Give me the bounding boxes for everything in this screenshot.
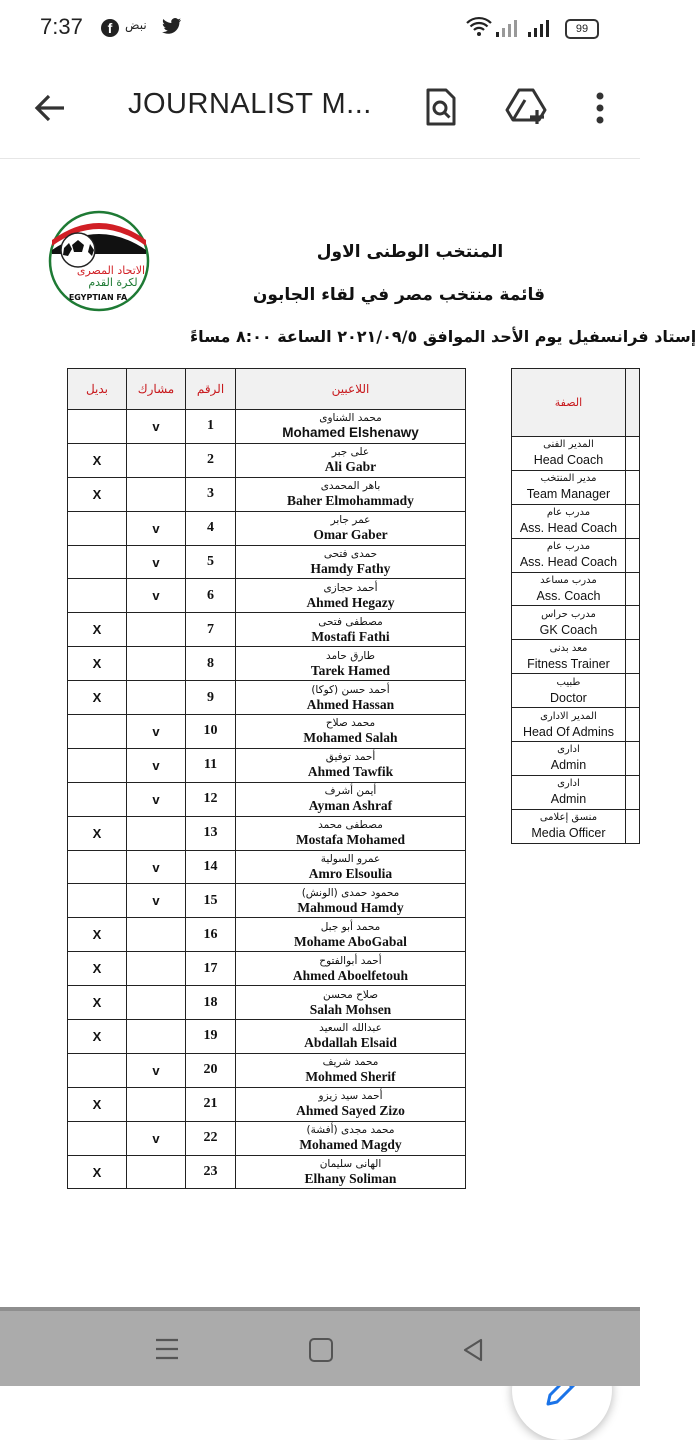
player-name-ar: محمد الشناوى (319, 412, 382, 425)
staff-role-en: Media Officer (531, 826, 606, 841)
player-name-en: Ahmed Hassan (306, 696, 395, 712)
player-name-ar: أحمد حجازى (323, 581, 378, 594)
header-clipped (625, 369, 639, 437)
table-row (68, 1155, 466, 1189)
participant-mark: v (127, 884, 186, 918)
player-name-ar: عمرو السولية (320, 853, 381, 866)
staff-role-ar: المدير الادارى (540, 710, 597, 722)
participant-mark: v (127, 850, 186, 884)
table-row (512, 572, 640, 606)
sub-mark (68, 579, 127, 613)
table-row (68, 918, 466, 952)
player-name-ar: محمد صلاح (325, 717, 376, 730)
table-row (68, 1121, 466, 1155)
player-name-en: Mostafa Mohamed (295, 832, 406, 848)
table-row (68, 545, 466, 579)
table-row (68, 884, 466, 918)
table-row (68, 1087, 466, 1121)
sub-mark: X (68, 477, 127, 511)
staff-role-ar: مدرب حراس (541, 608, 596, 620)
player-name-cell (236, 1087, 466, 1121)
player-number: 5 (186, 545, 236, 579)
table-row (68, 477, 466, 511)
table-row (68, 613, 466, 647)
table-row (68, 816, 466, 850)
more-options-icon[interactable] (590, 88, 610, 128)
participant-mark (127, 613, 186, 647)
player-number: 7 (186, 613, 236, 647)
player-name-cell (236, 1155, 466, 1189)
heading-venue: إستاد فرانسفيل يوم الأحد الموافق ٢٠٢١/٠٩/٥ الساعة ٨:٠٠ مساءً (190, 327, 696, 346)
player-name-cell (236, 579, 466, 613)
player-name-ar: مصطفى محمد (318, 819, 383, 832)
player-name-en: Ali Gabr (324, 459, 377, 475)
staff-role-en: Ass. Head Coach (519, 521, 618, 536)
staff-role-en: Head Of Admins (522, 724, 614, 739)
table-row (68, 748, 466, 782)
heading-team: المنتخب الوطنى الاول (316, 242, 504, 262)
player-name-ar: عمر جابر (330, 514, 371, 527)
staff-role-cell (512, 504, 626, 538)
sub-mark (68, 850, 127, 884)
staff-clipped-cell (625, 640, 639, 674)
staff-role-ar: مدير المنتخب (540, 473, 597, 485)
participant-mark: v (127, 715, 186, 749)
player-name-ar: مصطفى فتحى (318, 615, 383, 628)
logo-english: EGYPTIAN FA (68, 293, 128, 302)
staff-role-cell (512, 809, 626, 843)
player-name-ar: صلاح محسن (322, 988, 379, 1001)
player-name-cell (236, 1020, 466, 1054)
staff-role-ar: مدرب عام (546, 507, 591, 519)
player-name-ar: الهانى سليمان (319, 1158, 382, 1171)
header-sub: بديل (68, 369, 127, 410)
player-name-ar: على جبر (331, 446, 370, 459)
player-name-cell (236, 410, 466, 444)
player-number: 17 (186, 952, 236, 986)
staff-clipped-cell (625, 742, 639, 776)
header-role: الصفة (512, 369, 626, 437)
player-name-ar: أحمد أبوالفتوح (319, 954, 382, 967)
status-time: 7:37 (40, 14, 83, 39)
player-number: 8 (186, 647, 236, 681)
table-row (68, 715, 466, 749)
player-name-en: Ahmed Aboelfetouh (292, 967, 409, 983)
player-name-ar: عبدالله السعيد (319, 1022, 382, 1035)
participant-mark: v (127, 410, 186, 444)
table-row (512, 742, 640, 776)
player-number: 1 (186, 410, 236, 444)
sub-mark: X (68, 647, 127, 681)
sub-mark: X (68, 952, 127, 986)
table-row (68, 410, 466, 444)
staff-role-cell (512, 538, 626, 572)
staff-role-cell (512, 708, 626, 742)
back-arrow-icon[interactable] (30, 88, 70, 128)
player-name-cell (236, 715, 466, 749)
sub-mark (68, 410, 127, 444)
player-name-ar: باهر المحمدى (320, 480, 381, 493)
player-number: 12 (186, 782, 236, 816)
player-name-en: Mohamed Salah (303, 730, 398, 746)
logo-arabic-line1: الاتحاد المصرى (76, 264, 146, 277)
player-number: 11 (186, 748, 236, 782)
player-name-cell (236, 613, 466, 647)
staff-clipped-cell (625, 708, 639, 742)
staff-clipped-cell (625, 606, 639, 640)
player-name-en: Ayman Ashraf (308, 798, 393, 814)
player-number: 6 (186, 579, 236, 613)
participant-mark: v (127, 579, 186, 613)
player-name-ar: طارق حامد (326, 649, 375, 662)
staff-role-ar: مدرب عام (546, 541, 591, 553)
player-name-cell (236, 986, 466, 1020)
header-participant: مشارك (127, 369, 186, 410)
twitter-icon (162, 17, 182, 35)
player-number: 4 (186, 511, 236, 545)
player-name-en: Ahmed Sayed Zizo (296, 1103, 405, 1119)
participant-mark (127, 681, 186, 715)
player-number: 19 (186, 1020, 236, 1054)
player-name-cell (236, 477, 466, 511)
find-in-document-icon[interactable] (424, 86, 458, 128)
table-row (68, 1020, 466, 1054)
staff-role-en: Head Coach (533, 453, 604, 468)
sub-mark (68, 748, 127, 782)
nav-back-icon[interactable] (462, 1338, 484, 1362)
player-number: 10 (186, 715, 236, 749)
staff-role-en: Fitness Trainer (527, 656, 610, 671)
table-row (512, 470, 640, 504)
participant-mark: v (127, 511, 186, 545)
table-row (68, 1053, 466, 1087)
sub-mark (68, 782, 127, 816)
staff-role-en: GK Coach (539, 622, 598, 637)
player-name-cell (236, 681, 466, 715)
table-row (68, 782, 466, 816)
participant-mark: v (127, 1121, 186, 1155)
player-name-en: Tarek Hamed (310, 662, 391, 678)
staff-role-cell (512, 437, 626, 471)
player-name-ar: أحمد حسن (كوكا) (311, 683, 390, 696)
player-name-ar: محمد أبو جبل (320, 920, 381, 933)
participant-mark (127, 952, 186, 986)
staff-clipped-cell (625, 538, 639, 572)
players-header-row (68, 369, 466, 410)
player-name-cell (236, 816, 466, 850)
player-name-ar: محمود حمدى (الونش) (301, 886, 400, 899)
staff-clipped-cell (625, 504, 639, 538)
participant-mark (127, 816, 186, 850)
player-name-en: Mohamed Elshenawy (282, 425, 419, 441)
player-name-ar: محمد مجدى (أفشة) (306, 1124, 395, 1137)
player-number: 13 (186, 816, 236, 850)
player-name-cell (236, 884, 466, 918)
player-name-cell (236, 782, 466, 816)
table-row (512, 674, 640, 708)
player-name-ar: محمد شريف (322, 1056, 379, 1069)
player-name-cell (236, 443, 466, 477)
player-name-en: Abdallah Elsaid (304, 1035, 397, 1051)
player-name-en: Hamdy Fathy (310, 561, 391, 576)
status-bar (0, 0, 640, 58)
logo-arabic-line2: لكرة القدم (88, 276, 138, 289)
table-row (68, 511, 466, 545)
participant-mark (127, 647, 186, 681)
staff-body (512, 437, 640, 844)
player-name-cell (236, 850, 466, 884)
player-number: 2 (186, 443, 236, 477)
staff-role-ar: ادارى (557, 778, 580, 790)
player-name-en: Mohame AboGabal (294, 933, 407, 949)
staff-role-ar: ادارى (557, 744, 580, 756)
player-number: 20 (186, 1053, 236, 1087)
participant-mark: v (127, 782, 186, 816)
player-name-cell (236, 1121, 466, 1155)
participant-mark (127, 477, 186, 511)
table-row (68, 443, 466, 477)
header-players: اللاعبين (236, 369, 466, 410)
participant-mark (127, 986, 186, 1020)
player-name-cell (236, 748, 466, 782)
participant-mark (127, 1155, 186, 1189)
table-row (512, 437, 640, 471)
staff-role-cell (512, 742, 626, 776)
staff-role-cell (512, 470, 626, 504)
participant-mark: v (127, 1053, 186, 1087)
signal-weak-icon (496, 18, 522, 38)
table-row (68, 681, 466, 715)
sub-mark (68, 1053, 127, 1087)
staff-clipped-cell (625, 775, 639, 809)
player-number: 22 (186, 1121, 236, 1155)
sub-mark: X (68, 816, 127, 850)
status-app-label: نبض (125, 18, 147, 32)
sub-mark (68, 884, 127, 918)
sub-mark: X (68, 613, 127, 647)
table-row (512, 640, 640, 674)
table-row (68, 647, 466, 681)
table-row (512, 504, 640, 538)
table-row (68, 579, 466, 613)
player-name-cell (236, 647, 466, 681)
table-row (512, 708, 640, 742)
staff-clipped-cell (625, 437, 639, 471)
player-number: 16 (186, 918, 236, 952)
staff-role-en: Ass. Coach (536, 589, 601, 603)
staff-clipped-cell (625, 809, 639, 843)
table-row (68, 986, 466, 1020)
staff-role-cell (512, 775, 626, 809)
player-number: 15 (186, 884, 236, 918)
staff-role-ar: مدرب مساعد (540, 575, 597, 586)
participant-mark (127, 1020, 186, 1054)
add-to-drive-icon[interactable] (505, 86, 549, 126)
sub-mark (68, 545, 127, 579)
staff-role-en: Team Manager (526, 487, 611, 502)
staff-clipped-cell (625, 470, 639, 504)
sub-mark (68, 715, 127, 749)
heading-squad: قائمة منتخب مصر في لقاء الجابون (252, 285, 545, 305)
participant-mark (127, 443, 186, 477)
player-name-en: Amro Elsoulia (308, 866, 393, 882)
sub-mark: X (68, 1155, 127, 1189)
player-name-en: Omar Gaber (313, 527, 388, 543)
sub-mark: X (68, 1020, 127, 1054)
player-name-en: Mohamed Magdy (299, 1137, 402, 1153)
wifi-icon (466, 16, 492, 38)
battery-indicator: 99 (565, 19, 599, 39)
table-row (68, 952, 466, 986)
facebook-icon: f (101, 19, 119, 37)
document-title: JOURNALIST M... (128, 88, 372, 120)
signal-strong-icon (528, 18, 554, 38)
player-name-cell (236, 511, 466, 545)
system-nav-bar (0, 1307, 640, 1386)
table-row (512, 606, 640, 640)
player-name-en: Mostafi Fathi (311, 628, 390, 644)
players-table (67, 368, 466, 1189)
staff-role-cell (512, 572, 626, 606)
staff-role-cell (512, 640, 626, 674)
staff-role-en: Admin (550, 758, 587, 773)
sub-mark: X (68, 986, 127, 1020)
players-body (68, 410, 466, 1189)
staff-role-ar: طبيب (556, 676, 581, 688)
player-name-ar: أحمد سيد زيزو (318, 1090, 383, 1103)
player-name-en: Mahmoud Hamdy (297, 899, 404, 915)
recent-apps-icon[interactable] (154, 1337, 180, 1361)
staff-clipped-cell (625, 572, 639, 606)
egyptian-fa-logo (48, 210, 150, 312)
app-toolbar (0, 58, 640, 159)
staff-role-en: Ass. Head Coach (519, 555, 618, 570)
player-name-en: Salah Mohsen (309, 1001, 392, 1017)
staff-role-en: Doctor (550, 690, 587, 705)
sub-mark: X (68, 681, 127, 715)
staff-role-cell (512, 606, 626, 640)
player-number: 14 (186, 850, 236, 884)
participant-mark: v (127, 748, 186, 782)
player-name-en: Elhany Soliman (304, 1171, 397, 1187)
player-number: 9 (186, 681, 236, 715)
table-row (512, 775, 640, 809)
player-name-en: Baher Elmohammady (287, 493, 414, 509)
player-number: 21 (186, 1087, 236, 1121)
staff-role-en: Admin (550, 792, 587, 807)
player-name-en: Mohmed Sherif (305, 1069, 396, 1085)
participant-mark (127, 1087, 186, 1121)
player-name-ar: حمدى فتحى (323, 548, 378, 560)
player-name-cell (236, 952, 466, 986)
home-button[interactable] (309, 1338, 333, 1362)
staff-role-ar: منسق إعلامى (539, 812, 598, 824)
sub-mark (68, 1121, 127, 1155)
participant-mark: v (127, 545, 186, 579)
staff-role-cell (512, 674, 626, 708)
staff-role-ar: معد بدنى (549, 642, 588, 654)
table-row (68, 850, 466, 884)
participant-mark (127, 918, 186, 952)
player-name-cell (236, 1053, 466, 1087)
table-row (512, 538, 640, 572)
sub-mark: X (68, 918, 127, 952)
player-name-cell (236, 918, 466, 952)
player-name-ar: أحمد توفيق (325, 751, 376, 764)
sub-mark (68, 511, 127, 545)
document-page (0, 159, 696, 1307)
player-number: 23 (186, 1155, 236, 1189)
player-name-ar: أيمن أشرف (324, 785, 377, 798)
staff-role-ar: المدير الفنى (543, 439, 594, 451)
staff-header-row (512, 369, 640, 437)
player-number: 18 (186, 986, 236, 1020)
header-number: الرقم (186, 369, 236, 410)
player-name-cell (236, 545, 466, 579)
sub-mark: X (68, 443, 127, 477)
player-name-en: Ahmed Tawfik (307, 764, 394, 780)
staff-clipped-cell (625, 674, 639, 708)
player-name-en: Ahmed Hegazy (306, 594, 395, 610)
player-number: 3 (186, 477, 236, 511)
staff-table (511, 368, 640, 844)
sub-mark: X (68, 1087, 127, 1121)
table-row (512, 809, 640, 843)
